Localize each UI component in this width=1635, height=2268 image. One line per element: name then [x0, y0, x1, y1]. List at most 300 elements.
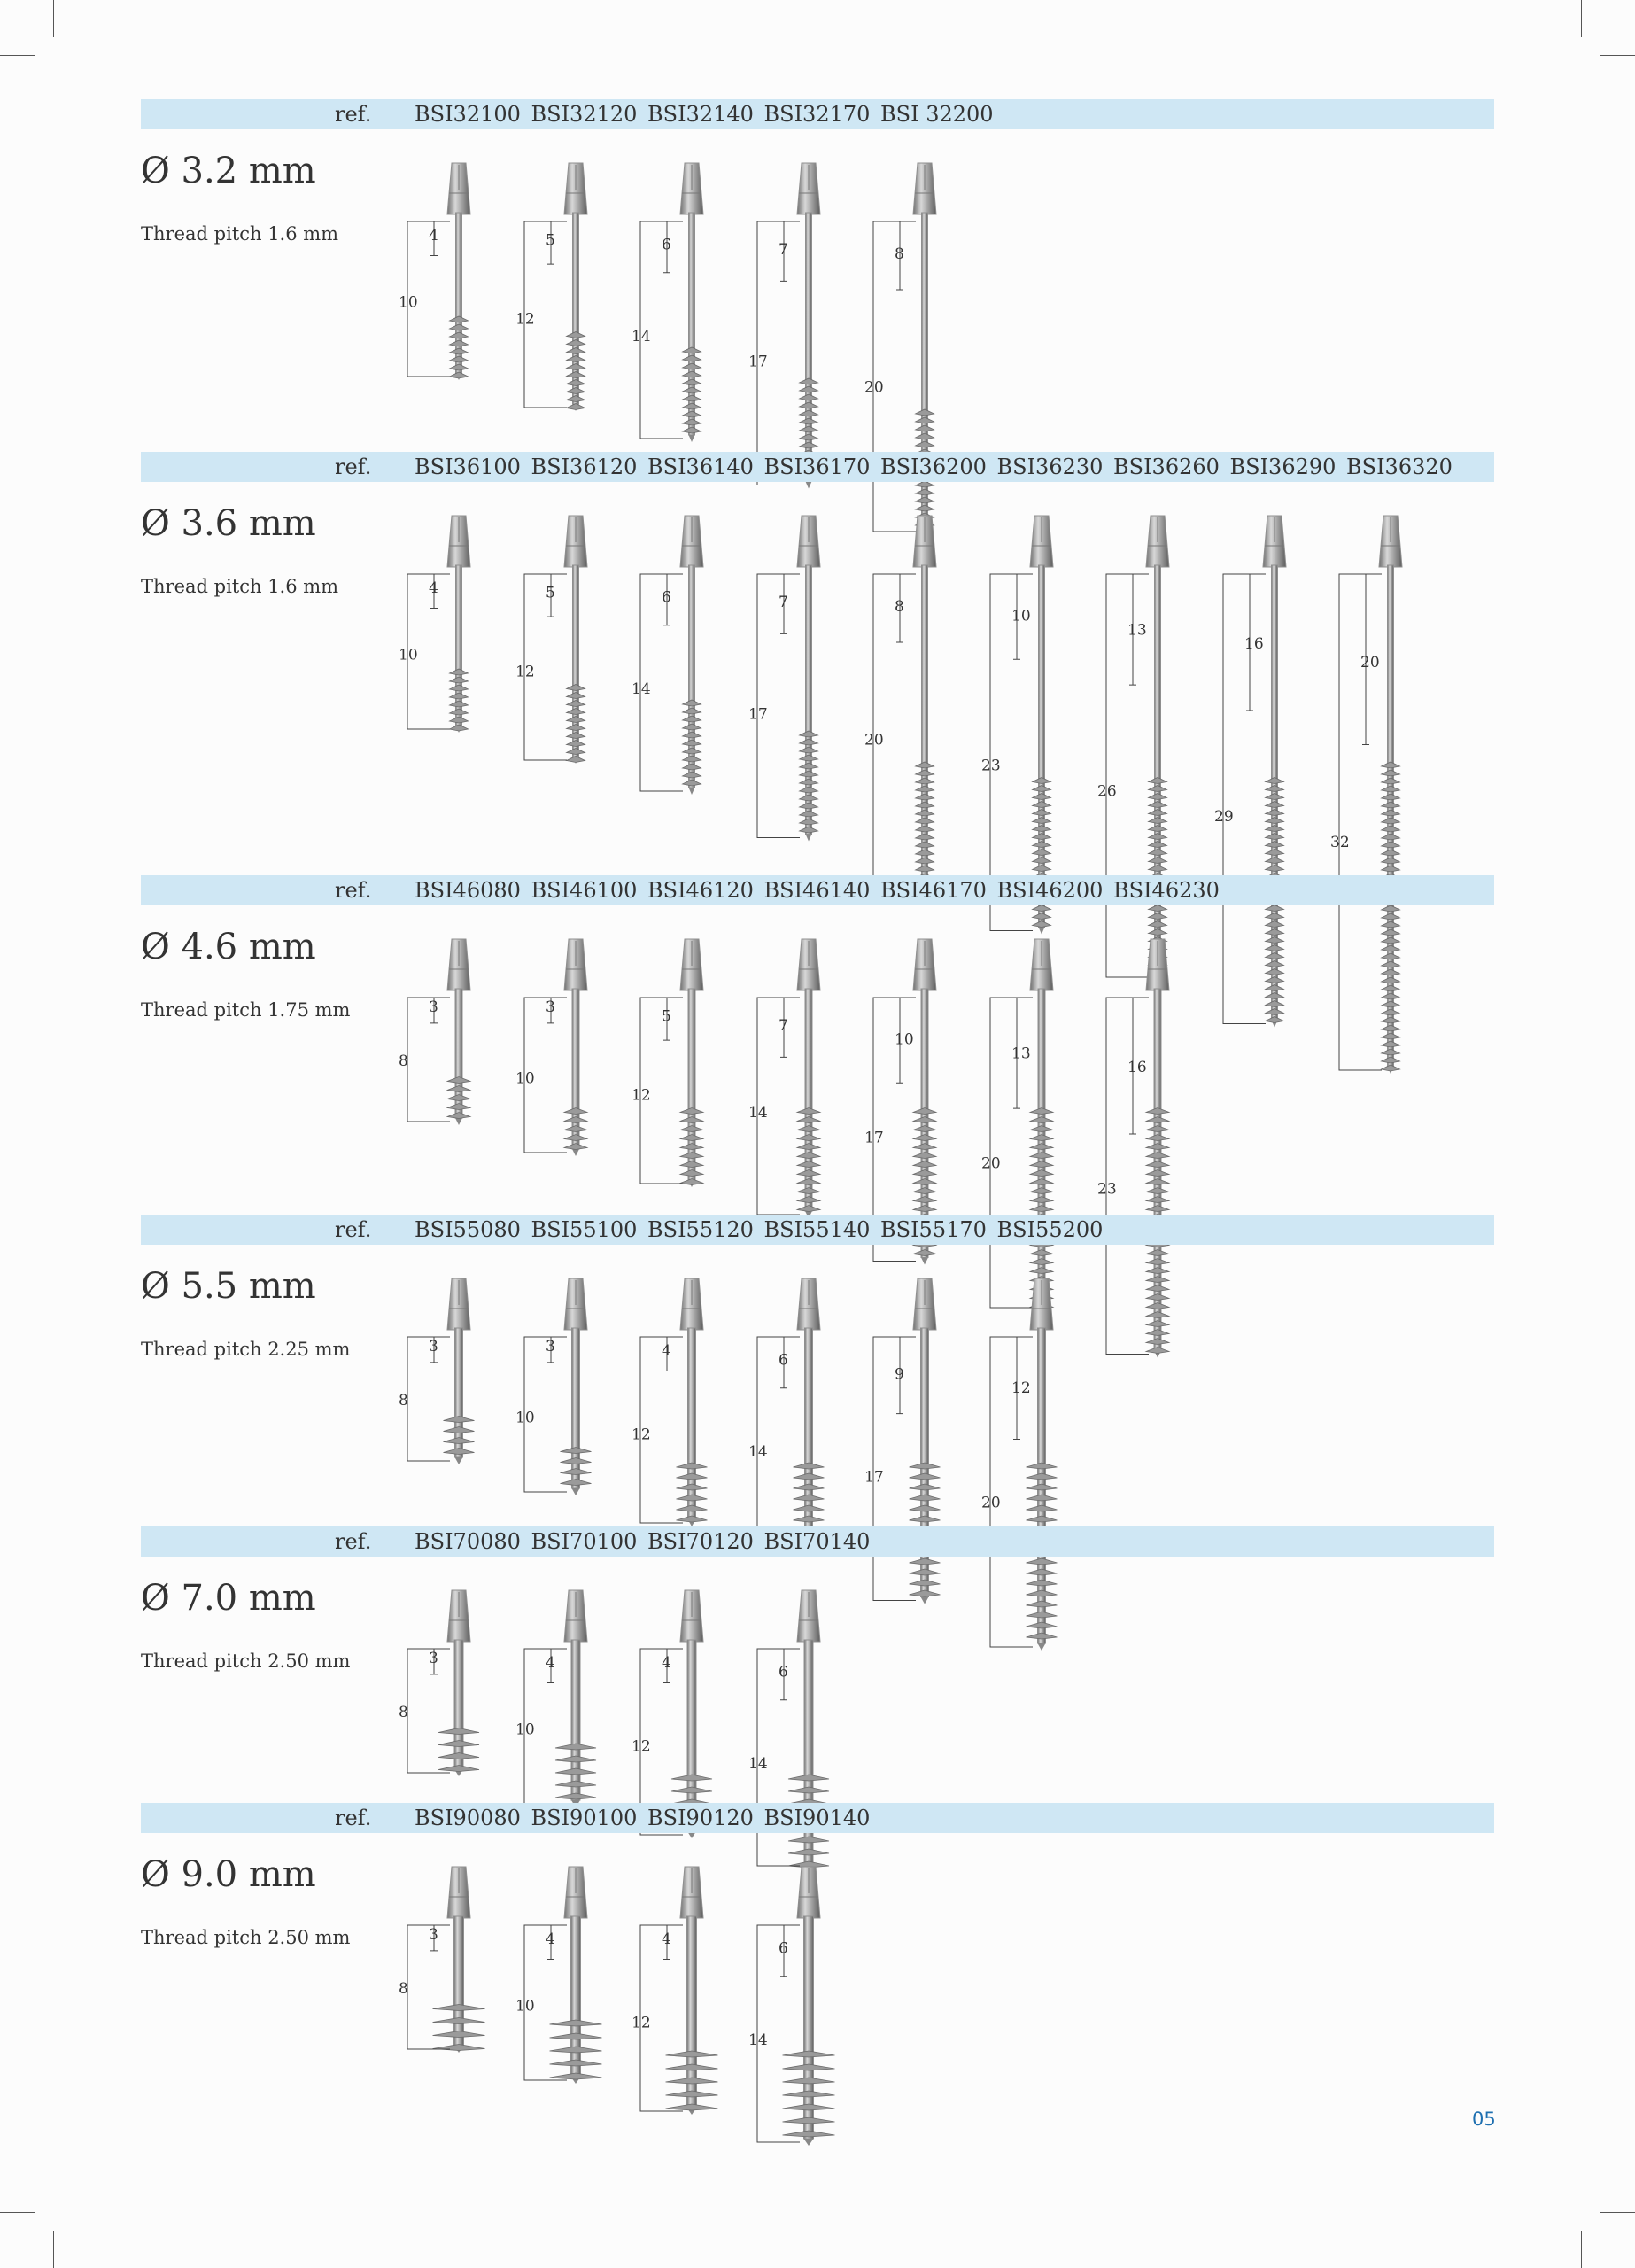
implant-thread [916, 409, 934, 416]
length-label: 14 [748, 1442, 768, 1461]
implant-thread [1146, 1303, 1169, 1309]
implant-item [630, 1275, 745, 1544]
thread-label: 12 [1011, 1379, 1031, 1397]
implant-thread [797, 1135, 820, 1141]
implant-thread [1149, 794, 1167, 800]
implant-thread [1146, 1330, 1169, 1336]
implant-thread [444, 1449, 475, 1455]
implant-thread [797, 1179, 820, 1185]
implant-item [397, 1587, 512, 1794]
implant-thread [1026, 1558, 1057, 1565]
implant-thread [683, 427, 701, 433]
implant-thread [1382, 858, 1400, 864]
implant-thread [1265, 850, 1283, 856]
implant-thread [910, 1484, 941, 1490]
implant-thread [1149, 786, 1167, 792]
length-label: 10 [399, 293, 418, 312]
implant-thread [677, 1505, 708, 1511]
implant-thread [1032, 826, 1050, 832]
implant-thread [913, 1161, 936, 1168]
implant-thread [1030, 1170, 1053, 1177]
ref-code: BSI36320 [1346, 454, 1453, 479]
implant-item [863, 159, 978, 553]
implant-figure [863, 1275, 978, 1619]
diameter-title: Ø 3.6 mm [141, 503, 316, 544]
implant-thread [788, 1837, 829, 1843]
implant-item [630, 159, 745, 460]
implant-thread [1030, 1259, 1053, 1265]
implant-thread [450, 372, 469, 378]
implant-thread [444, 1438, 475, 1444]
implant-thread [683, 371, 701, 377]
length-dimension-line [407, 998, 450, 1122]
implant-thread [910, 1558, 941, 1565]
implant-shaft [805, 989, 812, 1211]
implant-thread [1265, 866, 1283, 872]
implant-thread [1265, 826, 1283, 832]
implant-thread [566, 733, 585, 739]
implant-thread [1382, 937, 1400, 944]
implant-thread [799, 418, 818, 424]
implant-thread [799, 386, 818, 392]
implant-thread [683, 411, 701, 417]
thread-label: 7 [778, 593, 788, 611]
implant-thread [1032, 850, 1050, 856]
implant-figure [980, 936, 1095, 1325]
implant-thread [913, 1117, 936, 1123]
implant-figure [514, 936, 629, 1170]
implant-tip [689, 435, 695, 442]
implant-thread [916, 826, 934, 832]
thread-label: 6 [778, 1663, 788, 1682]
implant-thread [916, 794, 934, 800]
implant-thread [683, 772, 701, 778]
implant-thread [444, 1427, 475, 1433]
implant-thread [1265, 802, 1283, 808]
implant-thread [680, 1135, 703, 1141]
thread-pitch: Thread pitch 2.25 mm [141, 1339, 351, 1360]
implant-thread [680, 1126, 703, 1132]
implant-thread [799, 787, 818, 793]
implant-thread [1030, 1144, 1053, 1150]
length-label: 10 [515, 1069, 535, 1088]
ref-code: BSI46230 [1113, 878, 1220, 903]
implant-item [514, 1275, 629, 1513]
length-label: 14 [632, 327, 651, 346]
implant-thread [1030, 1250, 1053, 1256]
implant-thread [680, 1179, 703, 1185]
implant-thread [913, 1108, 936, 1115]
implant-tip [803, 2139, 813, 2146]
length-label: 29 [1213, 808, 1234, 827]
implant-thread [916, 866, 934, 872]
implant-thread [1382, 786, 1400, 792]
implant-thread [799, 755, 818, 761]
page-number: 05 [1472, 2109, 1496, 2130]
implant-thread [1265, 985, 1283, 991]
implant-thread [1149, 913, 1167, 920]
length-label: 26 [1097, 782, 1117, 801]
implant-thread [1265, 842, 1283, 848]
implant-thread [1146, 1285, 1169, 1292]
implant-thread [782, 2117, 834, 2124]
implant-item [863, 1275, 978, 1622]
implant-thread [1026, 1495, 1057, 1501]
ref-code: BSI32120 [531, 102, 638, 127]
implant-thread [1265, 1009, 1283, 1015]
implant-thread [683, 379, 701, 385]
implant-thread [1146, 1206, 1169, 1212]
implant-thread [799, 378, 818, 384]
crop-mark [53, 0, 54, 37]
implant-thread [671, 1775, 712, 1781]
implant-thread [566, 380, 585, 386]
implant-thread [1146, 1250, 1169, 1256]
implant-thread [916, 858, 934, 864]
thread-label: 4 [662, 1930, 671, 1948]
implant-thread [913, 1153, 936, 1159]
implant-thread [916, 481, 934, 487]
implant-shaft [571, 1640, 580, 1800]
implant-thread [683, 724, 701, 730]
implant-shaft [1155, 565, 1161, 974]
implant-thread [1382, 1025, 1400, 1031]
implant-thread [1149, 842, 1167, 848]
implant-thread [450, 669, 469, 675]
ref-bar [141, 452, 1494, 482]
implant-thread [566, 757, 585, 763]
length-dimension-line [873, 221, 916, 532]
implant-thread [1265, 834, 1283, 840]
thread-label: 4 [429, 227, 438, 245]
implant-thread [564, 1144, 587, 1150]
implant-figure [1213, 512, 1328, 1042]
implant-thread [447, 1113, 470, 1119]
implant-item [397, 512, 512, 750]
implant-figure [397, 1863, 512, 2067]
ref-bar [141, 875, 1494, 905]
implant-thread [566, 340, 585, 346]
implant-thread [433, 2031, 485, 2038]
implant-thread [447, 1095, 470, 1101]
length-label: 14 [748, 1754, 768, 1773]
implant-thread [555, 1781, 596, 1787]
implant-thread [555, 1793, 596, 1799]
thread-label: 6 [662, 588, 671, 607]
length-label: 32 [1330, 834, 1350, 851]
ref-bar [141, 99, 1494, 129]
implant-tip [921, 1597, 929, 1604]
implant-thread [788, 1775, 829, 1781]
length-dimension-line [407, 1337, 450, 1461]
implant-thread [1149, 866, 1167, 872]
diameter-title: Ø 5.5 mm [141, 1266, 316, 1307]
thread-label: 3 [545, 998, 555, 1016]
length-label: 8 [399, 1704, 408, 1721]
implant-item [514, 512, 629, 781]
implant-thread [433, 2018, 485, 2024]
thread-label: 3 [429, 998, 438, 1016]
ref-bar [141, 1803, 1494, 1833]
implant-thread [555, 1756, 596, 1762]
implant-thread [782, 2104, 834, 2110]
length-label: 20 [864, 731, 884, 750]
implant-item [630, 1863, 745, 2132]
implant-thread [793, 1505, 824, 1511]
implant-thread [797, 1117, 820, 1123]
implant-thread [666, 2051, 718, 2057]
implant-thread [1030, 1153, 1053, 1159]
implant-thread [450, 348, 469, 354]
ref-code: BSI46140 [763, 878, 871, 903]
implant-thread [916, 810, 934, 816]
ref-bar [141, 1526, 1494, 1557]
implant-thread [913, 1197, 936, 1203]
implant-thread [683, 395, 701, 401]
implant-thread [1032, 866, 1050, 872]
length-label: 20 [864, 378, 884, 397]
thread-label: 4 [662, 1654, 671, 1672]
implant-thread [1382, 977, 1400, 983]
ref-code: BSI90080 [415, 1806, 521, 1830]
implant-thread [549, 2073, 601, 2079]
implant-thread [450, 725, 469, 731]
implant-thread [1265, 858, 1283, 864]
implant-thread [666, 2104, 718, 2110]
ref-code: BSI 32200 [880, 102, 994, 127]
implant-thread [1149, 818, 1167, 824]
implant-thread [1382, 850, 1400, 856]
implant-thread [916, 489, 934, 495]
implant-thread [916, 417, 934, 423]
implant-thread [1032, 842, 1050, 848]
implant-thread [910, 1590, 941, 1596]
length-label: 10 [515, 1409, 535, 1427]
length-dimension-line [1339, 574, 1382, 1070]
ref-code: BSI70140 [763, 1529, 871, 1554]
ref-code: BSI70080 [415, 1529, 521, 1554]
ref-label: ref. [335, 878, 372, 903]
implant-thread [447, 1077, 470, 1084]
crop-mark [1600, 2212, 1635, 2213]
implant-thread [1265, 937, 1283, 944]
implant-thread [566, 685, 585, 691]
implant-thread [1149, 905, 1167, 912]
thread-label: 8 [895, 598, 904, 616]
implant-thread [1030, 1135, 1053, 1141]
implant-item [397, 1275, 512, 1482]
implant-thread [799, 747, 818, 753]
implant-thread [916, 842, 934, 848]
implant-thread [677, 1484, 708, 1490]
thread-label: 16 [1127, 1059, 1147, 1076]
implant-item [630, 936, 745, 1205]
implant-thread [1146, 1259, 1169, 1265]
implant-thread [1146, 1126, 1169, 1132]
implant-thread [1032, 802, 1050, 808]
implant-thread [683, 363, 701, 369]
thread-pitch: Thread pitch 1.6 mm [141, 576, 339, 597]
ref-code: BSI32140 [647, 102, 754, 127]
thread-label: 3 [429, 1925, 438, 1944]
implant-thread [1382, 794, 1400, 800]
implant-tip [1038, 928, 1044, 935]
implant-figure [747, 1863, 862, 2160]
implant-thread [1030, 1126, 1053, 1132]
length-label: 12 [632, 1737, 651, 1756]
thread-pitch: Thread pitch 2.50 mm [141, 1651, 351, 1672]
implant-thread [916, 770, 934, 776]
implant-figure [514, 512, 629, 778]
implant-thread [1265, 945, 1283, 951]
implant-thread [566, 701, 585, 707]
length-dimension-line [407, 1925, 450, 2049]
implant-tip [572, 1149, 579, 1156]
implant-figure [980, 1275, 1095, 1665]
thread-label: 3 [429, 1337, 438, 1355]
implant-thread [1149, 802, 1167, 808]
implant-thread [782, 2091, 834, 2097]
implant-shaft [454, 1916, 464, 2046]
implant-thread [1146, 1321, 1169, 1327]
implant-thread [1032, 818, 1050, 824]
implant-thread [450, 701, 469, 707]
implant-thread [549, 2060, 601, 2066]
implant-thread [1265, 778, 1283, 784]
implant-thread [566, 364, 585, 370]
implant-figure [514, 159, 629, 425]
implant-item [397, 1863, 512, 2070]
implant-thread [1382, 834, 1400, 840]
crop-mark [1581, 0, 1582, 37]
implant-thread [1149, 826, 1167, 832]
implant-thread [683, 387, 701, 393]
length-label: 14 [748, 2031, 768, 2049]
ref-code: BSI36230 [996, 454, 1104, 479]
implant-thread [433, 2005, 485, 2011]
thread-label: 6 [778, 1351, 788, 1370]
implant-thread [799, 410, 818, 416]
implant-shaft [805, 213, 811, 482]
implant-thread [788, 1787, 829, 1793]
implant-thread [1382, 953, 1400, 959]
implant-shaft [454, 1640, 463, 1769]
length-label: 23 [1097, 1180, 1117, 1199]
ref-code: BSI36290 [1229, 454, 1337, 479]
thread-pitch: Thread pitch 2.50 mm [141, 1927, 351, 1948]
implant-item [747, 936, 862, 1236]
implant-thread [799, 426, 818, 432]
implant-thread [1026, 1633, 1057, 1639]
ref-code: BSI46120 [647, 878, 754, 903]
implant-thread [799, 739, 818, 745]
implant-thread [1030, 1188, 1053, 1194]
implant-tip [689, 788, 695, 795]
implant-thread [1032, 778, 1050, 784]
implant-thread [447, 1104, 470, 1110]
implant-thread [788, 1849, 829, 1855]
ref-code: BSI55140 [763, 1217, 871, 1242]
implant-figure [630, 512, 745, 809]
implant-thread [560, 1480, 591, 1486]
implant-thread [1032, 786, 1050, 792]
implant-thread [555, 1768, 596, 1775]
implant-item [514, 159, 629, 429]
implant-thread [799, 394, 818, 400]
implant-thread [910, 1495, 941, 1501]
implant-thread [1030, 1161, 1053, 1168]
implant-thread [566, 693, 585, 699]
length-label: 14 [748, 1103, 768, 1122]
ref-code: BSI36140 [647, 454, 754, 479]
implant-thread [1382, 1041, 1400, 1047]
implant-thread [566, 356, 585, 362]
implant-thread [1382, 818, 1400, 824]
implant-thread [1149, 921, 1167, 928]
ref-code: BSI32170 [763, 102, 871, 127]
implant-thread [683, 419, 701, 425]
implant-thread [1265, 786, 1283, 792]
implant-thread [683, 716, 701, 722]
implant-thread [797, 1126, 820, 1132]
implant-thread [799, 442, 818, 448]
implant-thread [677, 1495, 708, 1501]
ref-code: BSI36170 [763, 454, 871, 479]
implant-thread [1032, 913, 1050, 920]
implant-thread [797, 1161, 820, 1168]
length-label: 17 [748, 705, 768, 724]
implant-thread [1149, 810, 1167, 816]
implant-thread [1149, 850, 1167, 856]
crop-mark [1600, 55, 1635, 56]
length-label: 10 [515, 1997, 535, 2016]
ref-code: BSI46080 [415, 878, 521, 903]
implant-thread [1382, 969, 1400, 975]
implant-thread [549, 2033, 601, 2039]
implant-thread [1382, 1057, 1400, 1063]
implant-figure [630, 1275, 745, 1541]
implant-tip [571, 1488, 579, 1495]
implant-thread [1382, 842, 1400, 848]
implant-figure [397, 1587, 512, 1790]
thread-pitch: Thread pitch 1.75 mm [141, 999, 351, 1021]
implant-thread [1265, 913, 1283, 920]
implant-thread [450, 364, 469, 370]
implant-thread [560, 1458, 591, 1464]
thread-label: 10 [1011, 607, 1031, 625]
ref-code: BSI70100 [531, 1529, 638, 1554]
implant-figure [747, 1587, 862, 1884]
implant-thread [1149, 778, 1167, 784]
implant-thread [560, 1469, 591, 1475]
ref-code: BSI90120 [647, 1806, 754, 1830]
implant-thread [1265, 921, 1283, 928]
implant-figure [747, 936, 862, 1232]
implant-thread [1382, 1049, 1400, 1055]
implant-thread [1382, 826, 1400, 832]
implant-thread [799, 803, 818, 809]
implant-shaft [572, 989, 579, 1149]
ref-code: BSI36120 [531, 454, 638, 479]
implant-thread [916, 441, 934, 447]
implant-thread [683, 355, 701, 361]
implant-shaft [688, 989, 695, 1180]
length-label: 17 [748, 353, 768, 371]
implant-thread [666, 2091, 718, 2097]
implant-thread [799, 819, 818, 825]
implant-thread [671, 1787, 712, 1793]
implant-figure [514, 1275, 629, 1510]
